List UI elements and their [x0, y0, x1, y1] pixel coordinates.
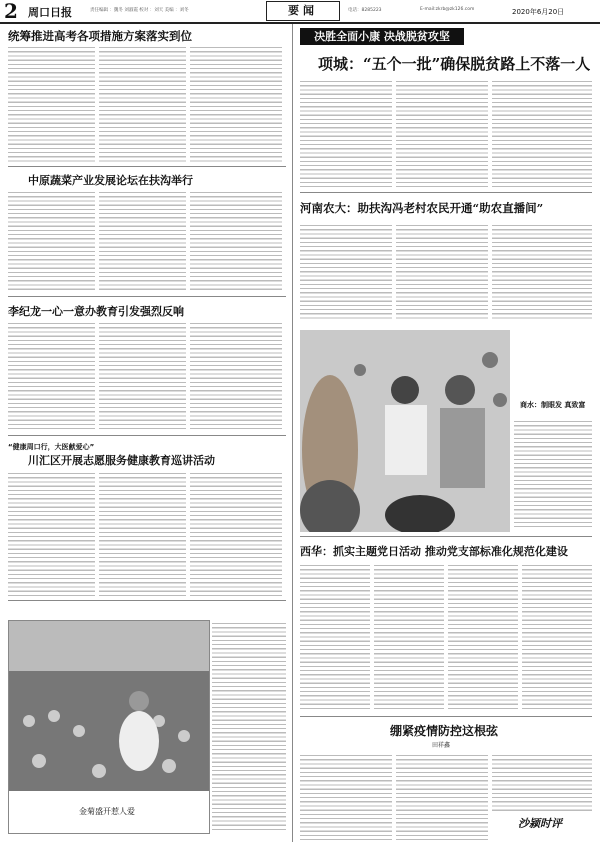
- header-email: E-mail:zkrb@zk126.com: [420, 7, 475, 12]
- kicker-health: “健康周口行，大医献爱心”: [8, 443, 95, 451]
- section-title: 要闻: [266, 1, 340, 21]
- column-divider: [292, 24, 293, 842]
- divider: [8, 435, 286, 436]
- article-body: [300, 222, 392, 320]
- article-body: [99, 320, 186, 432]
- article-body: [300, 78, 392, 188]
- photo-sunflower-box: [8, 620, 210, 834]
- masthead: [0, 0, 600, 24]
- article-body: [190, 320, 282, 432]
- divider: [300, 716, 592, 717]
- headline-gaokao: 统筹推进高考各项措施方案落实到位: [8, 29, 192, 43]
- article-body: [396, 78, 488, 188]
- article-body: [492, 222, 592, 320]
- issue-date: 2020年6月20日: [512, 8, 565, 16]
- headline-volunteer: 川汇区开展志愿服务健康教育巡讲活动: [28, 454, 215, 467]
- article-body: [514, 418, 592, 530]
- article-body: [99, 470, 186, 596]
- photo-caption: 金菊盛开惹人爱: [79, 807, 135, 816]
- article-body: [300, 752, 392, 840]
- article-body: [396, 222, 488, 320]
- article-body: [190, 470, 282, 596]
- article-body: [374, 562, 444, 712]
- photo-livestream: [300, 330, 510, 532]
- column-logo: 沙颍时评: [518, 817, 562, 830]
- livestream-photo-art: [300, 330, 510, 532]
- article-body: [396, 752, 488, 840]
- headline-xiangcheng: 项城：“五个一批”确保脱贫路上不落一人: [318, 55, 591, 73]
- article-body: [190, 44, 282, 162]
- divider: [300, 192, 592, 193]
- headline-vegetable-forum: 中原蔬菜产业发展论坛在扶沟举行: [28, 174, 193, 187]
- byline: 田祥鑫: [432, 742, 451, 749]
- headline-xihua: 西华：抓实主题党日活动 推动党支部标准化规范化建设: [300, 545, 568, 558]
- article-body: [8, 470, 95, 596]
- article-body: [8, 320, 95, 432]
- headline-henan-agri: 河南农大：助扶沟冯老村农民开通“助农直播间”: [300, 201, 544, 215]
- article-body: [212, 620, 286, 832]
- article-body: [492, 752, 592, 812]
- headline-li-jilong: 李纪龙一心一意办教育引发强烈反响: [8, 305, 184, 318]
- photo-caption-title: 商水：制眼发 真致富: [520, 401, 586, 409]
- article-body: [448, 562, 518, 712]
- page-number: 2: [4, 0, 18, 23]
- divider: [300, 536, 592, 537]
- divider: [8, 166, 286, 167]
- article-body: [492, 78, 592, 188]
- article-body: [8, 44, 95, 162]
- header-editors: 责任编辑 ：魏冬 刘淑霞 校对 ：刘天 美编 ：刘冬: [90, 8, 189, 13]
- article-body: [300, 562, 370, 712]
- paper-name: 周口日报: [28, 6, 72, 19]
- article-body: [8, 189, 95, 293]
- banner-poverty: 决胜全面小康 决战脱贫攻坚: [300, 28, 464, 45]
- article-body: [522, 562, 592, 712]
- divider: [8, 296, 286, 297]
- sunflower-photo: [9, 621, 209, 791]
- article-body: [190, 189, 282, 293]
- article-body: [99, 189, 186, 293]
- divider: [8, 600, 286, 601]
- article-body: [99, 44, 186, 162]
- header-phone: 电话：8285223: [348, 8, 382, 13]
- headline-epidemic: 绷紧疫情防控这根弦: [390, 724, 499, 738]
